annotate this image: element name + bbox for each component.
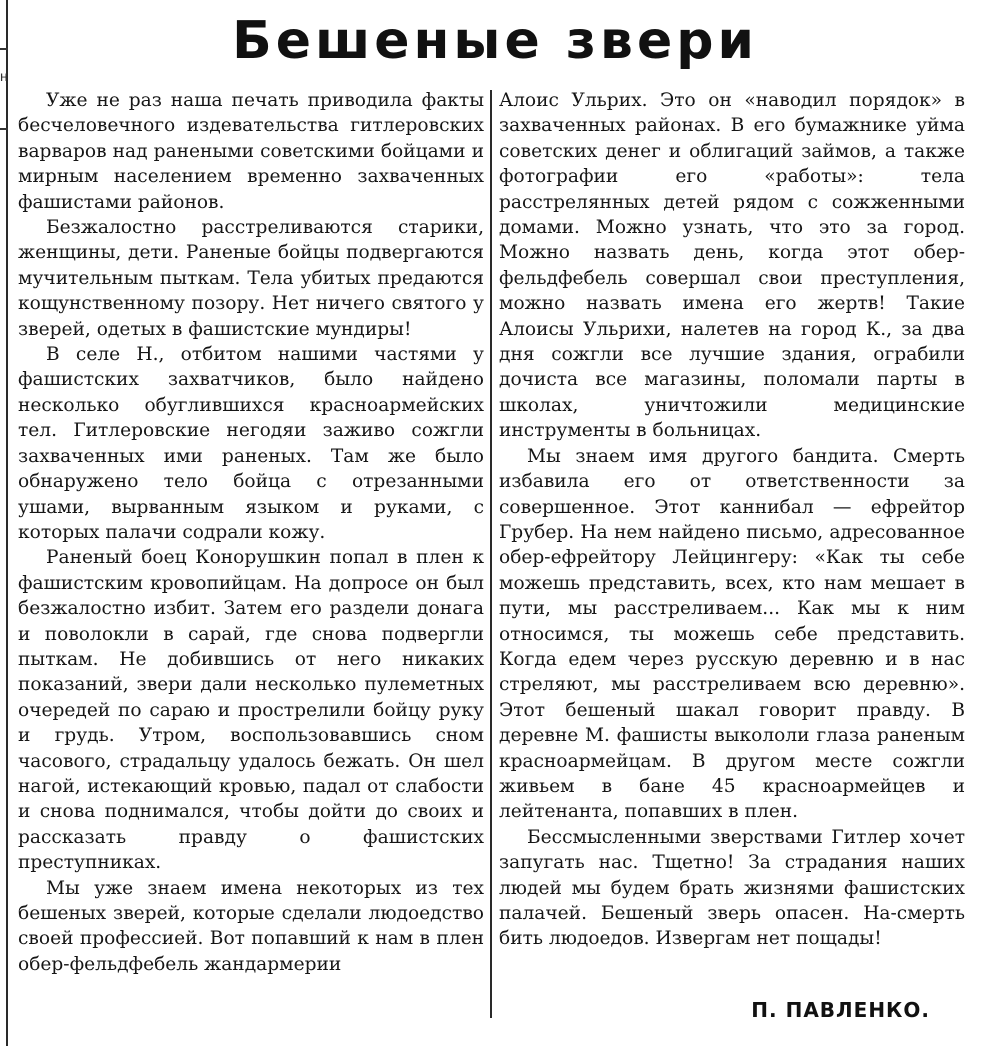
paragraph: Безжалостно расстреливаются старики, женщины, дети. Раненые бойцы подвергаются мучительным пыткам. Тела убитых предаются кощунственному позору. Нет ничего святого у зверей, одетых в фашистские мундиры! <box>18 217 484 340</box>
paragraph: В селе Н., отбитом нашими частями у фашистских захватчиков, было найдено несколько обуглившихся красноармейских тел. Гитлеровские негодяи заживо сожгли захваченных ими раненых. Там же было обнаружено тело бойца с отрезанными ушами, вырванным языком и руками, с которых палачи содрали кожу. <box>18 344 484 543</box>
paragraph: Мы уже знаем имена некоторых из тех бешеных зверей, которые сделали людоедство своей профессией. Вот попавший к нам в плен обер-фельдфебель жандармерии <box>18 877 484 975</box>
article-column-right <box>499 88 965 952</box>
paragraph: Мы знаем имя другого бандита. Смерть избавила его от ответственности за совершенное. Этот каннибал — ефрейтор Грубер. На нем найдено письмо, адресованное обер-ефрейтору Лейцингеру: «Как ты себе можешь представить, всех, кто нам мешает в пути, мы расстреливаем... Как мы к ним относимся, ты можешь себе представить. Когда едем через русскую деревню и в нас стреляют, мы расстреливаем всю деревню». Этот бешеный шакал говорит правду. В деревне М. фашисты выкололи глаза раненым красноармейцам. В другом месте сожгли живьем в бане 45 красноармейцев и лейтенанта, попавших в плен. <box>499 445 965 823</box>
paragraph: Алоис Ульрих. Это он «наводил порядок» в захваченных районах. В его бумажнике уйма советских денег и облигаций займов, а также фотографии его «работы»: тела расстрелянных детей рядом с сожженными домами. Можно узнать, что это за город. Можно назвать день, когда этот обер-фельдфебель совершал свои преступления, можно назвать имена его жертв! Такие Алоисы Ульрихи, налетев на город К., за два дня сожгли все лучшие здания, ограбили дочиста все магазины, поломали парты в школах, уничтожили медицинские инструменты в больницах. <box>499 90 965 442</box>
paragraph: Бессмысленными зверствами Гитлер хочет запугать нас. Тщетно! За страдания наших людей мы будем брать жизнями фашистских палачей. Бешеный зверь опасен. На-смерть бить людоедов. Извергам нет пощады! <box>499 826 965 950</box>
article-title: Бешеные звери <box>232 11 758 71</box>
column-divider <box>490 90 492 1018</box>
page-edge-rule <box>6 0 8 1046</box>
paragraph: Уже не раз наша печать приводила факты бесчеловечного издевательства гитлеровских варваров над ранеными советскими бойцами и мирным населением временно захваченных фашистами районов. <box>18 90 484 213</box>
paragraph: Раненый боец Конорушкин попал в плен к фашистским кровопийцам. На допросе он был безжалостно избит. Затем его раздели донага и поволокли в сарай, где снова подвергли пыткам. Не добившись от него никаких показаний, звери дали несколько пулеметных очередей по сараю и прострелили бойцу руку и грудь. Утром, воспользовавшись сном часового, страдальцу удалось бежать. Он шел нагой, истекающий кровью, падал от слабости и снова поднимался, чтобы дойти до своих и рассказать правду о фашистских преступниках. <box>18 547 484 874</box>
edge-fragment-letter: н <box>0 68 8 84</box>
author-signature: П. ПАВЛЕНКО. <box>751 998 930 1022</box>
article-column-left <box>18 88 484 977</box>
edge-tick <box>0 128 8 130</box>
